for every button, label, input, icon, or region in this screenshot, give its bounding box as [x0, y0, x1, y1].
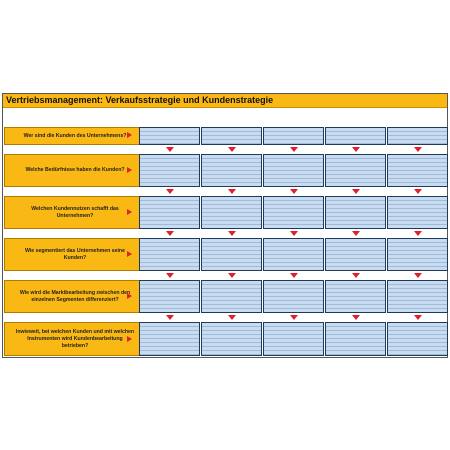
down-arrow: [290, 189, 298, 194]
down-arrow: [166, 273, 174, 278]
grid-cell: [387, 280, 448, 313]
question-4: [4, 238, 146, 271]
down-arrow: [228, 273, 236, 278]
grid-cell: [325, 238, 386, 271]
page-title: Vertriebsmanagement: Verkaufsstrategie und Kundenstrategie: [6, 95, 274, 105]
question-5: [4, 280, 146, 313]
question-2-text: Welche Bedürfnisse haben die Kunden?: [25, 167, 125, 173]
grid-cell: [139, 322, 200, 356]
title-bar: [3, 94, 447, 108]
down-arrow: [352, 147, 360, 152]
down-arrow: [228, 147, 236, 152]
grid-cell: [139, 154, 200, 187]
grid-cell: [325, 154, 386, 187]
down-arrow: [352, 315, 360, 320]
down-arrow: [352, 273, 360, 278]
down-arrow: [290, 315, 298, 320]
down-arrow: [228, 315, 236, 320]
down-arrow: [166, 147, 174, 152]
down-arrow: [290, 231, 298, 236]
grid-cell: [263, 196, 324, 229]
down-arrow: [414, 189, 422, 194]
down-arrow: [352, 189, 360, 194]
grid-cell: [263, 127, 324, 145]
grid-cell: [387, 238, 448, 271]
question-1-arrow: [127, 132, 132, 138]
grid-cell: [263, 280, 324, 313]
slide: [2, 93, 448, 358]
grid-cell: [139, 238, 200, 271]
grid-cell: [263, 322, 324, 356]
question-6: [4, 322, 146, 356]
question-1: [4, 127, 146, 145]
grid-cell: [201, 154, 262, 187]
grid-cell: [139, 127, 200, 145]
down-arrow: [166, 189, 174, 194]
grid-cell: [201, 238, 262, 271]
question-3: [4, 196, 146, 229]
grid-cell: [201, 280, 262, 313]
question-6-text: Inwieweit, bei welchen Kunden und mit welchen Instrumenten wird Kundenbearbeitung betrieben?: [15, 328, 135, 349]
grid-cell: [139, 196, 200, 229]
grid-cell: [387, 322, 448, 356]
down-arrow: [228, 231, 236, 236]
grid-cell: [201, 322, 262, 356]
down-arrow: [414, 231, 422, 236]
down-arrow: [414, 315, 422, 320]
down-arrow: [290, 273, 298, 278]
grid-cell: [325, 280, 386, 313]
grid-cell: [387, 196, 448, 229]
down-arrow: [352, 231, 360, 236]
question-6-arrow: [127, 336, 132, 342]
grid-cell: [201, 196, 262, 229]
question-4-arrow: [127, 251, 132, 257]
down-arrow: [228, 189, 236, 194]
down-arrow: [290, 147, 298, 152]
grid-cell: [139, 280, 200, 313]
grid-cell: [325, 196, 386, 229]
grid-cell: [325, 322, 386, 356]
question-1-text: Wer sind die Kunden des Unternehmens?: [23, 132, 127, 139]
question-2-arrow: [127, 167, 132, 173]
grid-cell: [201, 127, 262, 145]
question-3-arrow: [127, 209, 132, 215]
down-arrow: [414, 147, 422, 152]
down-arrow: [414, 273, 422, 278]
question-3-text: Welchen Kundennutzen schafft das Unternehmen?: [31, 205, 119, 219]
grid-cell: [325, 127, 386, 145]
grid-cell: [387, 127, 448, 145]
down-arrow: [166, 231, 174, 236]
question-5-arrow: [127, 293, 132, 299]
question-4-text: Wie segmentiert das Unternehmen seine Kunden?: [25, 247, 125, 261]
down-arrow: [166, 315, 174, 320]
question-5-text: Wie wird die Marktbearbeitung zwischen den einzelnen Segmenten differenziert?: [19, 289, 131, 303]
question-2: [4, 154, 146, 187]
grid-cell: [263, 238, 324, 271]
grid-cell: [387, 154, 448, 187]
grid-cell: [263, 154, 324, 187]
